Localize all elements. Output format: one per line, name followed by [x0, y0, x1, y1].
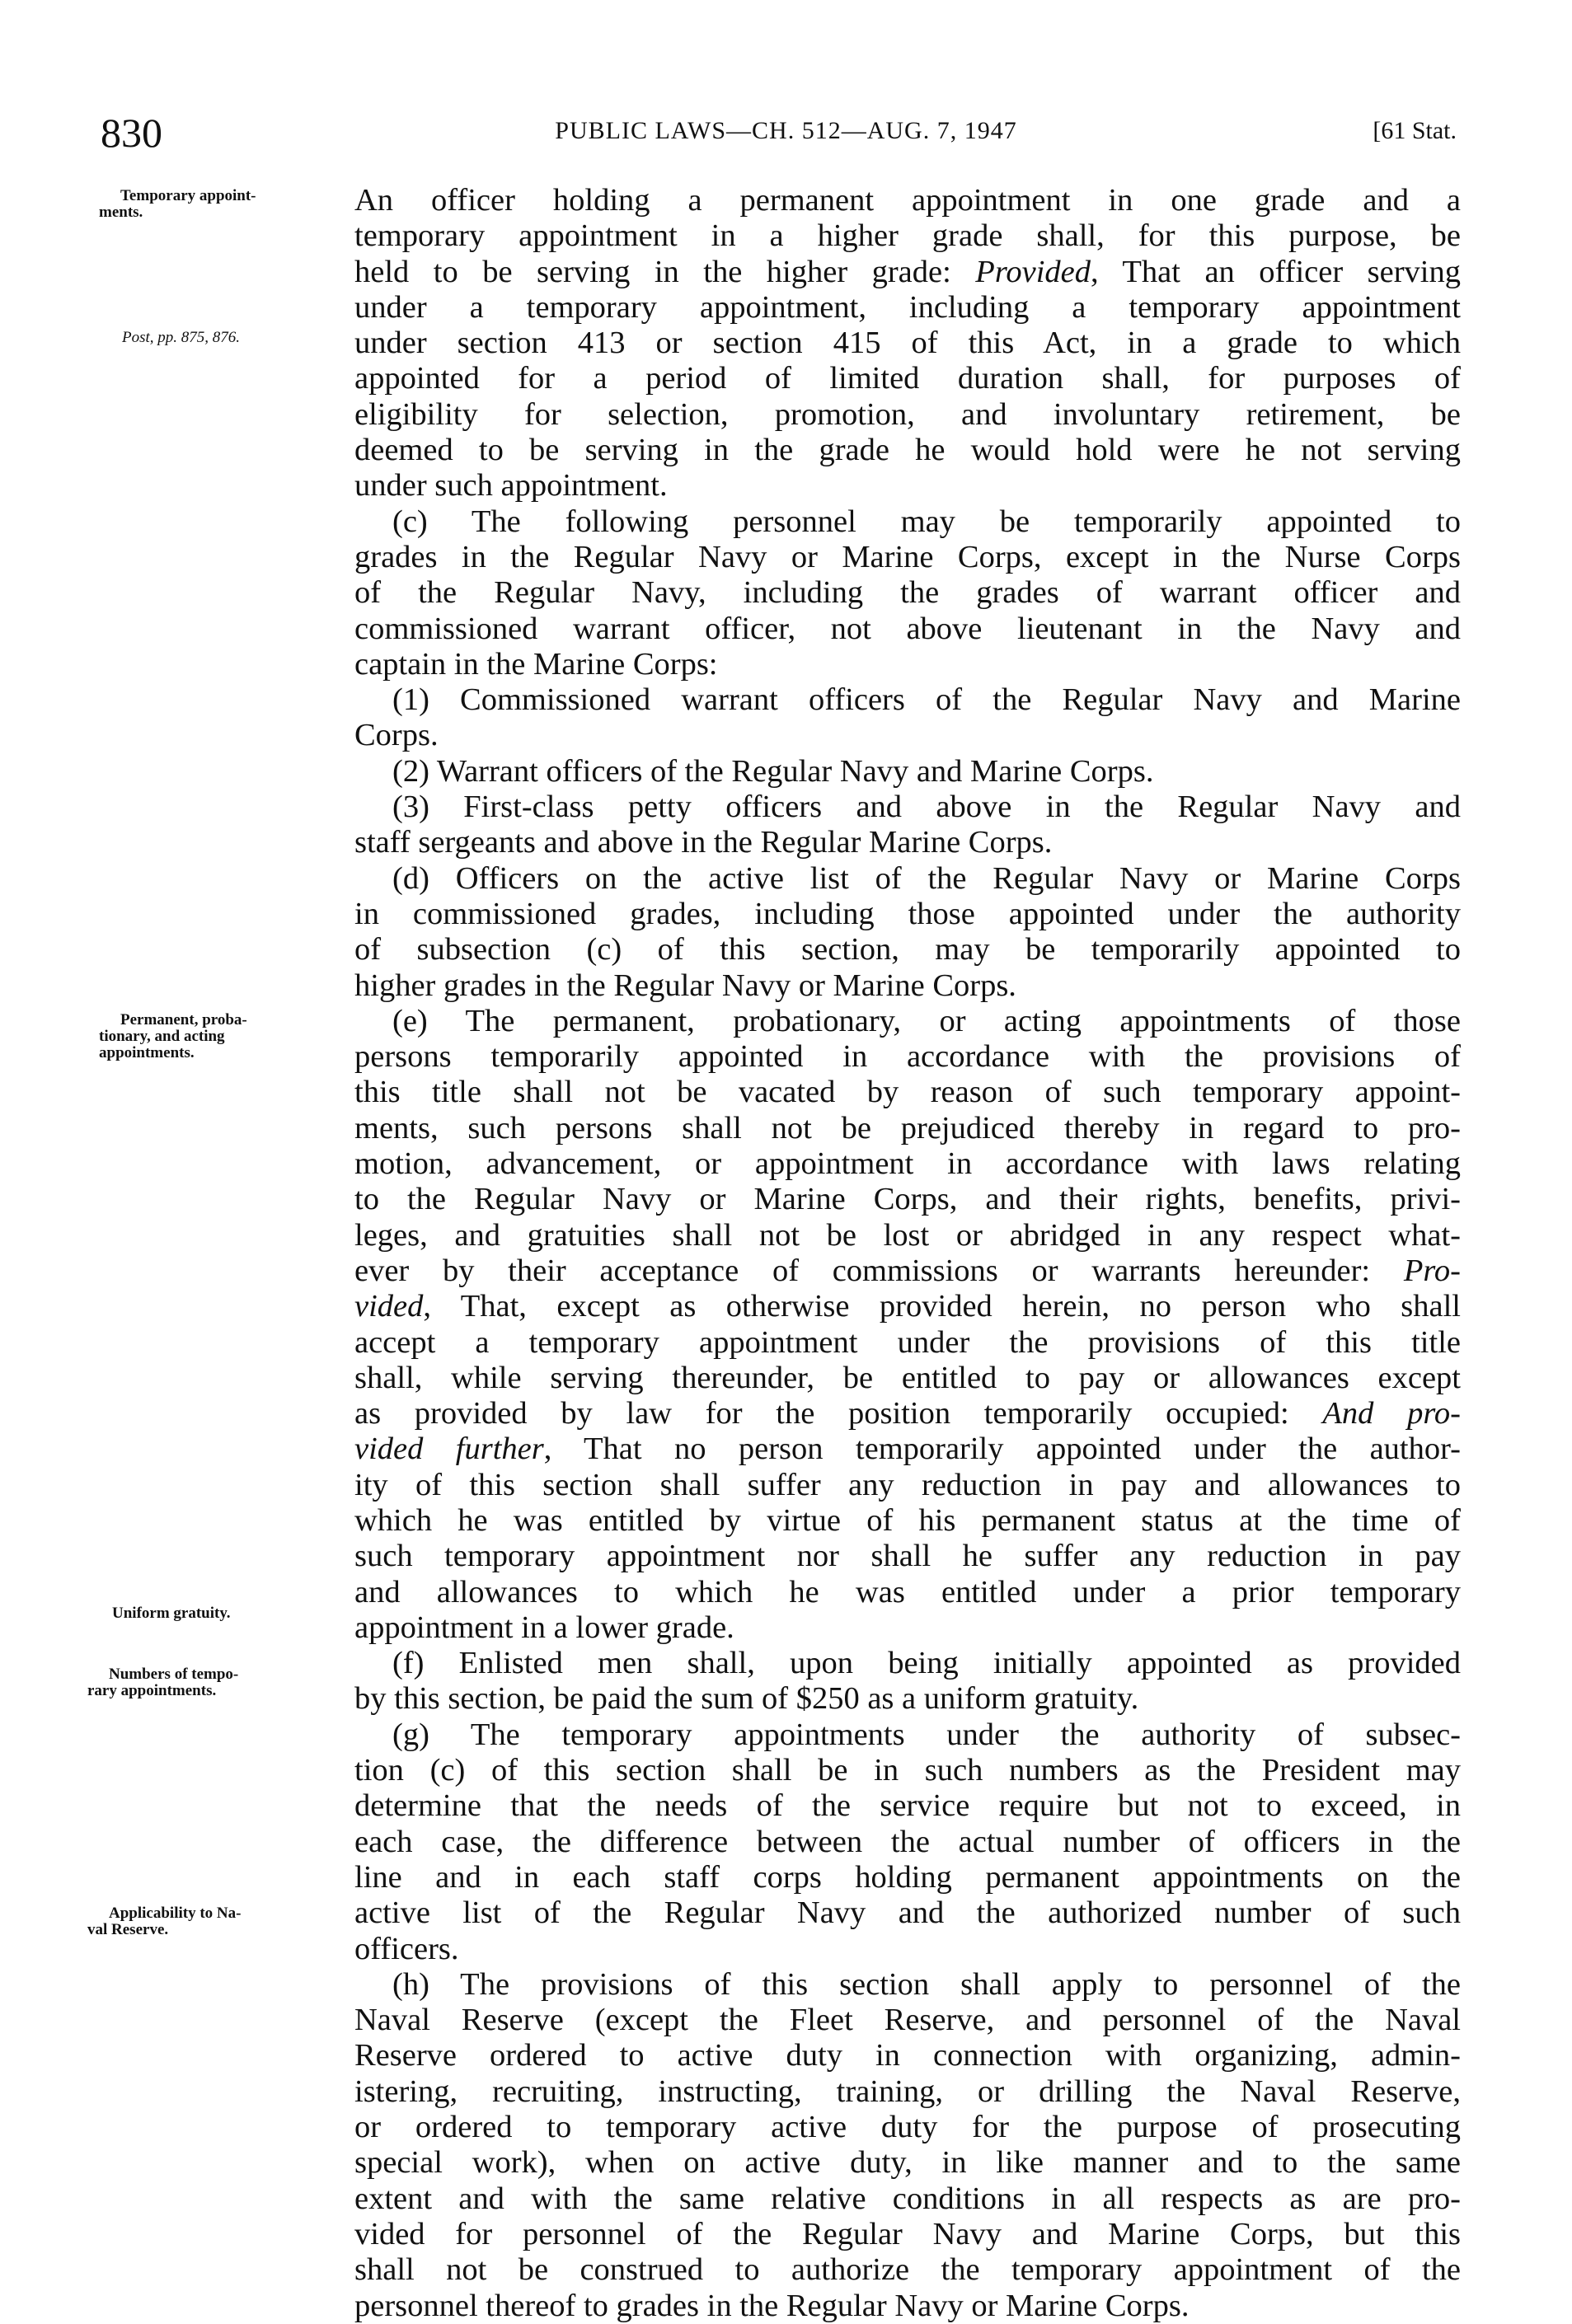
text-segment: ments, such persons shall not be prejudiced thereby in regard to pro-	[354, 1110, 1461, 1146]
text-segment: under a temporary appointment, including a temporary appointment	[354, 289, 1461, 325]
text-segment: (c) The following personnel may be temporarily appointed to	[392, 504, 1461, 539]
text-segment: accept a temporary appointment under the provisions of this title	[354, 1324, 1461, 1360]
text-segment: eligibility for selection, promotion, and involuntary retirement, be	[354, 396, 1461, 432]
text-line	[354, 1004, 1461, 1039]
note-line: Post, pp. 875, 876.	[122, 329, 241, 346]
text-line	[354, 2110, 1461, 2145]
text-line	[354, 825, 1461, 860]
text-line	[354, 1039, 1461, 1075]
text-line	[354, 1146, 1461, 1182]
text-line	[354, 932, 1461, 968]
note-line: Applicability to Na-	[109, 1905, 242, 1922]
text-segment: ever by their acceptance of commissions or warrants hereunder:	[354, 1253, 1404, 1288]
italic-segment: And pro-	[1322, 1396, 1461, 1431]
statute-body-text	[354, 183, 1461, 2324]
paragraph	[354, 1646, 1461, 1717]
text-segment: (g) The temporary appointments under the authority of subsec-	[392, 1717, 1461, 1752]
text-segment: extent and with the same relative conditions in all respects as are pro-	[354, 2181, 1461, 2216]
text-segment: appointment in a lower grade.	[354, 1609, 734, 1645]
text-line	[354, 968, 1461, 1004]
text-line	[354, 790, 1461, 825]
text-line	[354, 897, 1461, 932]
margin-note-naval-reserve	[87, 1905, 310, 1938]
text-line	[354, 504, 1461, 540]
text-segment: An officer holding a permanent appointment in one grade and a	[354, 183, 1461, 218]
text-segment: by this section, be paid the sum of $250 as a uniform gratuity.	[354, 1681, 1139, 1717]
text-line	[354, 361, 1461, 396]
text-segment: (1) Commissioned warrant officers of the Regular Navy and Marine	[392, 682, 1461, 718]
text-line	[354, 2038, 1461, 2073]
text-line	[354, 1075, 1461, 1110]
text-line	[354, 682, 1461, 718]
text-line	[354, 861, 1461, 897]
paragraph	[354, 682, 1461, 754]
text-line	[354, 1895, 1461, 1931]
text-line	[354, 754, 1461, 790]
text-line	[354, 1825, 1461, 1860]
note-line: val Reserve.	[87, 1921, 169, 1938]
text-line	[354, 1860, 1461, 1895]
text-line	[354, 2289, 1461, 2324]
text-segment: persons temporarily appointed in accordance with the provisions of	[354, 1039, 1461, 1075]
text-line	[354, 540, 1461, 575]
text-segment: (3) First-class petty officers and above in the Regular Navy and	[392, 790, 1461, 825]
text-line	[354, 326, 1461, 361]
text-line	[354, 1431, 1461, 1467]
note-line: ments.	[99, 204, 143, 221]
text-line	[354, 397, 1461, 433]
text-segment: held to be serving in the higher grade:	[354, 254, 976, 289]
text-segment: commissioned warrant officer, not above lieutenant in the Navy and	[354, 611, 1461, 646]
text-segment: higher grades in the Regular Navy or Marine Corps.	[354, 968, 1016, 1003]
text-segment: determine that the needs of the service require but not to exceed, in	[354, 1788, 1461, 1824]
italic-segment: Provided	[975, 254, 1091, 289]
text-segment: , That an officer serving	[1091, 254, 1461, 289]
text-line	[354, 2145, 1461, 2181]
text-segment: which he was entitled by virtue of his permanent status at the time of	[354, 1502, 1461, 1538]
text-segment: vided for personnel of the Regular Navy and Marine Corps, but this	[354, 2216, 1461, 2251]
text-segment: leges, and gratuities shall not be lost or abridged in any respect what-	[354, 1217, 1461, 1253]
text-segment: shall not be construed to authorize the temporary appointment of the	[354, 2252, 1461, 2288]
text-segment: special work), when on active duty, in like manner and to the same	[354, 2145, 1461, 2181]
text-segment: Naval Reserve (except the Fleet Reserve, and personnel of the Naval	[354, 2003, 1461, 2038]
text-segment: appointed for a period of limited duration shall, for purposes of	[354, 361, 1461, 396]
text-segment: shall, while serving thereunder, be entitled to pay or allowances except	[354, 1360, 1461, 1395]
text-line	[354, 1539, 1461, 1574]
text-line	[354, 290, 1461, 326]
text-segment: motion, advancement, or appointment in accordance with laws relating	[354, 1146, 1461, 1182]
note-line: Temporary appoint-	[120, 187, 256, 204]
text-line	[354, 218, 1461, 254]
text-segment: under section 413 or section 415 of this Act, in a grade to which	[354, 326, 1461, 361]
text-line	[354, 183, 1461, 218]
text-segment: under such appointment.	[354, 468, 668, 504]
volume-reference: [61 Stat.	[1373, 117, 1457, 144]
text-segment: as provided by law for the position temporarily occupied:	[354, 1396, 1323, 1431]
text-line	[354, 718, 1461, 753]
text-line	[354, 2181, 1461, 2217]
paragraph	[354, 504, 1461, 682]
text-line	[354, 1182, 1461, 1217]
italic-segment: vided	[354, 1289, 424, 1324]
text-segment: , That, except as otherwise provided herein, no person who shall	[423, 1289, 1461, 1324]
text-line	[354, 2003, 1461, 2038]
text-segment: or ordered to temporary active duty for the purpose of prosecuting	[354, 2110, 1461, 2145]
note-line: Numbers of tempo-	[109, 1666, 239, 1683]
text-line	[354, 1932, 1461, 1967]
text-segment: captain in the Marine Corps:	[354, 646, 718, 682]
text-line	[354, 1218, 1461, 1253]
text-segment: and allowances to which he was entitled under a prior temporary	[354, 1574, 1461, 1609]
text-segment: active list of the Regular Navy and the authorized number of such	[354, 1895, 1461, 1931]
text-line	[354, 1253, 1461, 1289]
paragraph	[354, 1717, 1461, 1967]
paragraph	[354, 861, 1461, 1004]
text-line	[354, 2217, 1461, 2252]
text-segment: , That no person temporarily appointed under the author-	[543, 1431, 1461, 1467]
text-line	[354, 1646, 1461, 1681]
margin-note-temporary-appointments	[99, 188, 321, 221]
text-segment: of subsection (c) of this section, may be temporarily appointed to	[354, 932, 1461, 968]
text-line	[354, 1361, 1461, 1396]
note-line: tionary, and acting	[99, 1028, 225, 1045]
text-line	[354, 2252, 1461, 2288]
text-line	[354, 1289, 1461, 1324]
text-segment: staff sergeants and above in the Regular Marine Corps.	[354, 825, 1053, 860]
italic-segment: vided further	[354, 1431, 544, 1467]
note-line: rary appointments.	[87, 1682, 217, 1699]
paragraph	[354, 183, 1461, 504]
text-segment: (d) Officers on the active list of the Regular Navy or Marine Corps	[392, 860, 1461, 896]
note-line: Uniform gratuity.	[112, 1605, 231, 1622]
text-line	[354, 1717, 1461, 1753]
text-line	[354, 611, 1461, 647]
text-segment: ity of this section shall suffer any reduction in pay and allowances to	[354, 1467, 1461, 1502]
text-line	[354, 433, 1461, 468]
text-segment: line and in each staff corps holding permanent appointments on the	[354, 1859, 1461, 1895]
text-segment: grades in the Regular Navy or Marine Corps, except in the Nurse Corps	[354, 539, 1461, 574]
text-line	[354, 1468, 1461, 1503]
text-segment: deemed to be serving in the grade he would hold were he not serving	[354, 433, 1461, 468]
margin-note-post-reference	[122, 330, 345, 346]
text-line	[354, 1681, 1461, 1717]
text-segment: temporary appointment in a higher grade shall, for this purpose, be	[354, 218, 1461, 254]
text-segment: such temporary appointment nor shall he suffer any reduction in pay	[354, 1539, 1461, 1574]
text-line	[354, 468, 1461, 504]
text-segment: each case, the difference between the actual number of officers in the	[354, 1824, 1461, 1859]
text-line	[354, 1610, 1461, 1646]
text-segment: tion (c) of this section shall be in such numbers as the President may	[354, 1753, 1461, 1788]
note-line: Permanent, proba-	[120, 1011, 247, 1028]
text-segment: in commissioned grades, including those appointed under the authority	[354, 896, 1461, 931]
text-segment: Reserve ordered to active duty in connection with organizing, admin-	[354, 2038, 1461, 2073]
text-line	[354, 575, 1461, 611]
text-line	[354, 2074, 1461, 2110]
margin-note-permanent-appointments	[99, 1012, 321, 1061]
text-line	[354, 255, 1461, 290]
text-segment: personnel thereof to grades in the Regular Navy or Marine Corps.	[354, 2288, 1190, 2323]
text-segment: to the Regular Navy or Marine Corps, and their rights, benefits, privi-	[354, 1182, 1461, 1217]
text-segment: (h) The provisions of this section shall apply to personnel of the	[392, 1966, 1461, 2002]
text-segment: of the Regular Navy, including the grades of warrant officer and	[354, 575, 1461, 611]
text-line	[354, 1503, 1461, 1539]
text-line	[354, 1396, 1461, 1431]
paragraph	[354, 790, 1461, 861]
text-segment: istering, recruiting, instructing, training, or drilling the Naval Reserve,	[354, 2073, 1461, 2109]
text-segment: (f) Enlisted men shall, upon being initially appointed as provided	[392, 1646, 1461, 1681]
text-line	[354, 1753, 1461, 1788]
text-line	[354, 1111, 1461, 1146]
text-line	[354, 1575, 1461, 1610]
paragraph	[354, 1004, 1461, 1646]
text-segment: (2) Warrant officers of the Regular Navy and Marine Corps.	[392, 753, 1154, 789]
text-segment: (e) The permanent, probationary, or acting appointments of those	[392, 1003, 1461, 1038]
note-line: appointments.	[99, 1044, 195, 1061]
margin-note-numbers-of-appointments	[87, 1666, 310, 1699]
paragraph	[354, 1967, 1461, 2324]
text-segment: this title shall not be vacated by reason of such temporary appoint-	[354, 1075, 1461, 1110]
text-line	[354, 1788, 1461, 1824]
text-segment: officers.	[354, 1931, 459, 1966]
text-line	[354, 1967, 1461, 2003]
paragraph	[354, 754, 1461, 790]
italic-segment: Pro-	[1403, 1253, 1461, 1288]
running-header-title: PUBLIC LAWS—CH. 512—AUG. 7, 1947	[555, 117, 1017, 144]
text-segment: Corps.	[354, 718, 439, 753]
text-line	[354, 647, 1461, 682]
text-line	[354, 1325, 1461, 1361]
page-number: 830	[101, 110, 162, 156]
margin-note-uniform-gratuity	[112, 1605, 335, 1622]
